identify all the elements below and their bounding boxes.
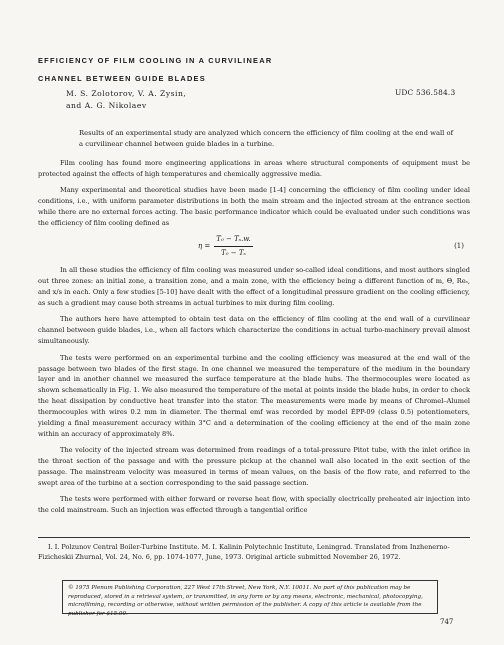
equation-number: (1)	[454, 242, 464, 251]
equation-fraction	[214, 234, 252, 259]
body-paragraph: The authors here have attempted to obtain test data on the efficiency of film cooling at the end wall of a curvilinear channel between guide blades, i.e., when all factors which characterize the conditions in actual turbo-machinery prevail almost simultaneously.	[38, 315, 470, 346]
equation-numerator: T₀ − Tₛ.w.	[214, 234, 252, 247]
abstract: Results of an experimental study are analyzed which concern the efficiency of film cooling at the end wall of a curvilinear channel between guide blades in a turbine.	[79, 129, 454, 148]
equation-denominator: T₀ − Tₛ	[221, 249, 246, 258]
article-title	[38, 52, 458, 88]
equation-lhs: η =	[198, 242, 211, 251]
equation-1	[38, 234, 470, 259]
author-line-2: and A. G. Nikolaev	[66, 101, 147, 110]
footnote-divider	[38, 537, 470, 538]
body-paragraph: The tests were performed with either forward or reverse heat flow, with specially electrically preheated air injection into the cold mainstream. Such an injection was effected through a tangential orifice	[38, 495, 470, 515]
body-paragraph: Many experimental and theoretical studies have been made [1-4] concerning the efficiency of film cooling under ideal conditions, i.e., with uniform parameter distributions in both the main stream and the injected stream at the entrance section while there are no external forces acting. The basic performance indicator which could be evaluated under such conditions was the efficiency of film cooling defined as	[38, 186, 470, 228]
article-title-line-1: EFFICIENCY OF FILM COOLING IN A CURVILINEAR	[38, 56, 273, 65]
body-paragraph: The tests were performed on an experimental turbine and the cooling efficiency was measured at the end wall of the passage between two blades of the first stage. In one channel we measured the temperature of the medium in the boundary layer and in another channel we measured the surface temperature at the blade hubs. The thermocouples were located as shown schematically in Fig. 1. We also measured the temperature of the metal at points inside the blade hubs, in order to check the heat dissipation by conductive heat transfer into the stator. The measurements were made by means of Chromel–Alumel thermocouples with wires 0.2 mm in diameter. The thermal emf was recorded by model ÉPP-09 (class 0.5) potentiometers, yielding a final measurement accuracy within 3°C and a determination of the cooling efficiency at the end of the main zone within an accuracy of approximately 8%.	[38, 353, 470, 438]
equation-formula	[198, 234, 253, 259]
body-paragraph: In all these studies the efficiency of film cooling was measured under so-called ideal conditions, and most authors singled out three zones: an initial zone, a transition zone, and a main zone, with the efficiency being a different function of m, Θ, Reₛ, and x/s in each. Only a few studies [5-10] have dealt with the effect of a longitudinal pressure gradient on the cooling efficiency, as such a gradient may cause both streams in actual turbines to mix during film cooling.	[38, 266, 470, 307]
udc-code: UDC 536.584.3	[395, 88, 456, 97]
author-line-1: M. S. Zolotorov, V. A. Zysin,	[66, 89, 187, 98]
body-paragraph: The velocity of the injected stream was determined from readings of a total-pressure Pitot tube, with the inlet orifice in the throat section of the passage and with the pressure pickup at the channel wall also located in the exit section of the passage. The mainstream velocity was measured in terms of mean values, on the basis of the flow rate, and referred to the swept area of the turbine at a section corresponding to the said passage section.	[38, 446, 470, 488]
author-list	[66, 88, 326, 112]
body-paragraph: Film cooling has found more engineering applications in areas where structural components of equipment must be protected against the effects of high temperatures and chemically aggressive media.	[38, 159, 470, 178]
article-title-line-2: CHANNEL BETWEEN GUIDE BLADES	[38, 74, 206, 83]
page-number: 747	[440, 618, 454, 626]
article-body	[38, 158, 470, 522]
copyright-notice: © 1975 Plenum Publishing Corporation, 227 West 17th Street, New York, N.Y. 10011. No part of this publication may be reproduced, stored in a retrieval system, or transmitted, in any form or by any means, electronic, mechanical, photocopying, microfilming, recording or otherwise, without written permission of the publisher. A copy of this article is available from the publisher for $15.00.	[62, 580, 438, 614]
footnote: I. I. Polzunov Central Boiler-Turbine Institute. M. I. Kalinin Polytechnic Institute, Leningrad. Translated from Inzhenerno-Fizicheskii Zhurnal, Vol. 24, No. 6, pp. 1074-1077, June, 1973. Original article submitted November 26, 1972.	[38, 543, 450, 561]
